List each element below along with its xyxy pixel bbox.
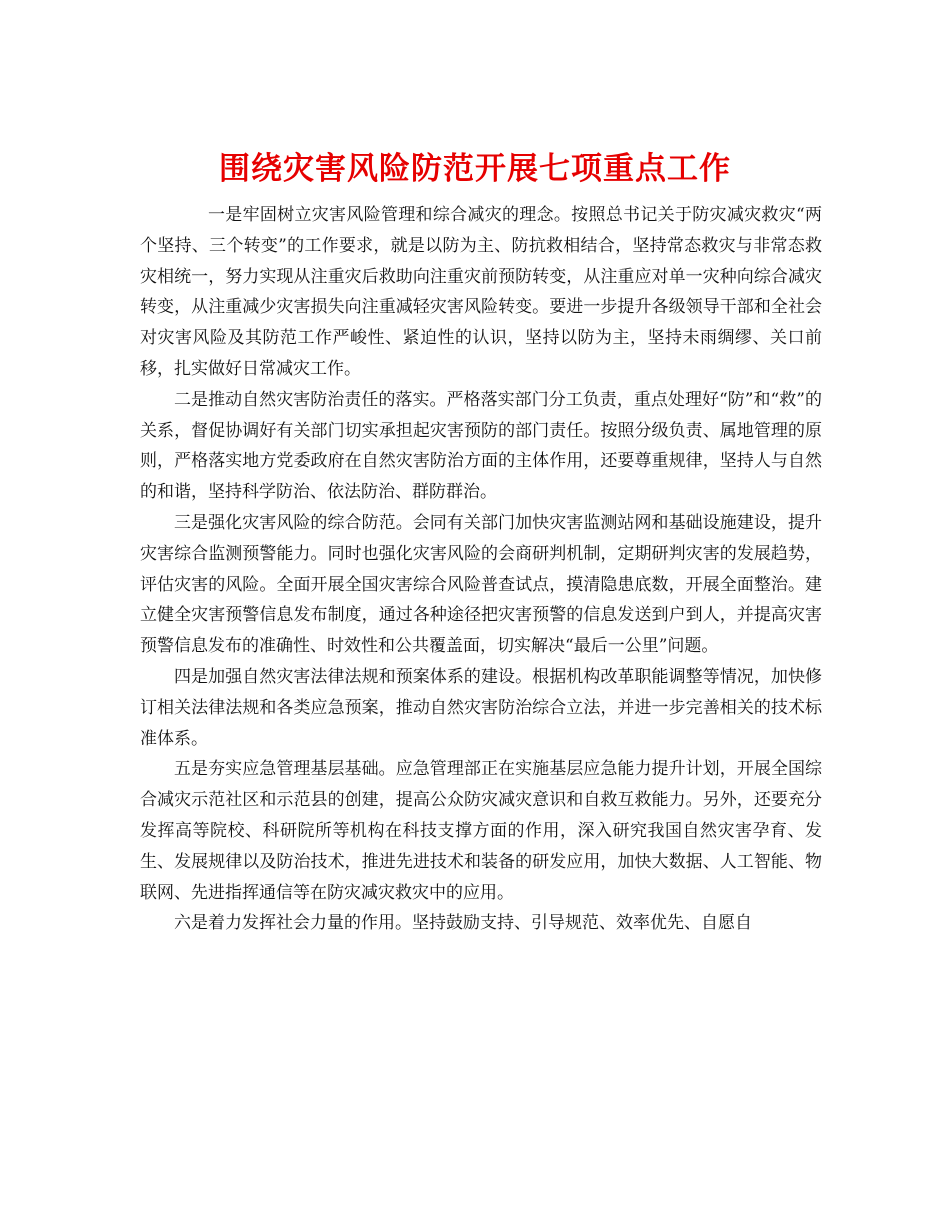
document-body bbox=[140, 200, 822, 939]
paragraph-4: 四是加强自然灾害法律法规和预案体系的建设。根据机构改革职能调整等情况，加快修订相关法律法规和各类应急预案，推动自然灾害防治综合立法，并进一步完善相关的技术标准体系。 bbox=[140, 666, 822, 749]
paragraph-6: 六是着力发挥社会力量的作用。坚持鼓励支持、引导规范、效率优先、自愿自 bbox=[174, 913, 752, 934]
paragraph-1: 一是牢固树立灾害风险管理和综合减灾的理念。按照总书记关于防灾减灾救灾“两个坚持、三个转变”的工作要求，就是以防为主、防抗救相结合，坚持常态救灾与非常态救灾相统一，努力实现从注重灾后救助向注重灾前预防转变，从注重应对单一灾种向综合减灾转变，从注重减少灾害损失向注重减轻灾害风险转变。要进一步提升各级领导干部和全社会对灾害风险及其防范工作严峻性、紧迫性的认识，坚持以防为主，坚持未雨绸缪、关口前移，扎实做好日常减灾工作。 bbox=[140, 205, 822, 379]
document-title: 围绕灾害风险防范开展七项重点工作 bbox=[219, 150, 731, 187]
paragraph-5: 五是夯实应急管理基层基础。应急管理部正在实施基层应急能力提升计划，开展全国综合减灾示范社区和示范县的创建，提高公众防灾减灾意识和自救互救能力。另外，还要充分发挥高等院校、科研院所等机构在科技支撑方面的作用，深入研究我国自然灾害孕育、发生、发展规律以及防治技术，推进先进技术和装备的研发应用，加快大数据、人工智能、物联网、先进指挥通信等在防灾减灾救灾中的应用。 bbox=[140, 759, 822, 903]
paragraph-2: 二是推动自然灾害防治责任的落实。严格落实部门分工负责，重点处理好“防”和“救”的关系，督促协调好有关部门切实承担起灾害预防的部门责任。按照分级负责、属地管理的原则，严格落实地方党委政府在自然灾害防治方面的主体作用，还要尊重规律，坚持人与自然的和谐，坚持科学防治、依法防治、群防群治。 bbox=[140, 389, 822, 503]
paragraph-3: 三是强化灾害风险的综合防范。会同有关部门加快灾害监测站网和基础设施建设，提升灾害综合监测预警能力。同时也强化灾害风险的会商研判机制，定期研判灾害的发展趋势，评估灾害的风险。全面开展全国灾害综合风险普查试点，摸清隐患底数，开展全面整治。建立健全灾害预警信息发布制度，通过各种途径把灾害预警的信息发送到户到人，并提高灾害预警信息发布的准确性、时效性和公共覆盖面，切实解决“最后一公里”问题。 bbox=[140, 512, 822, 657]
